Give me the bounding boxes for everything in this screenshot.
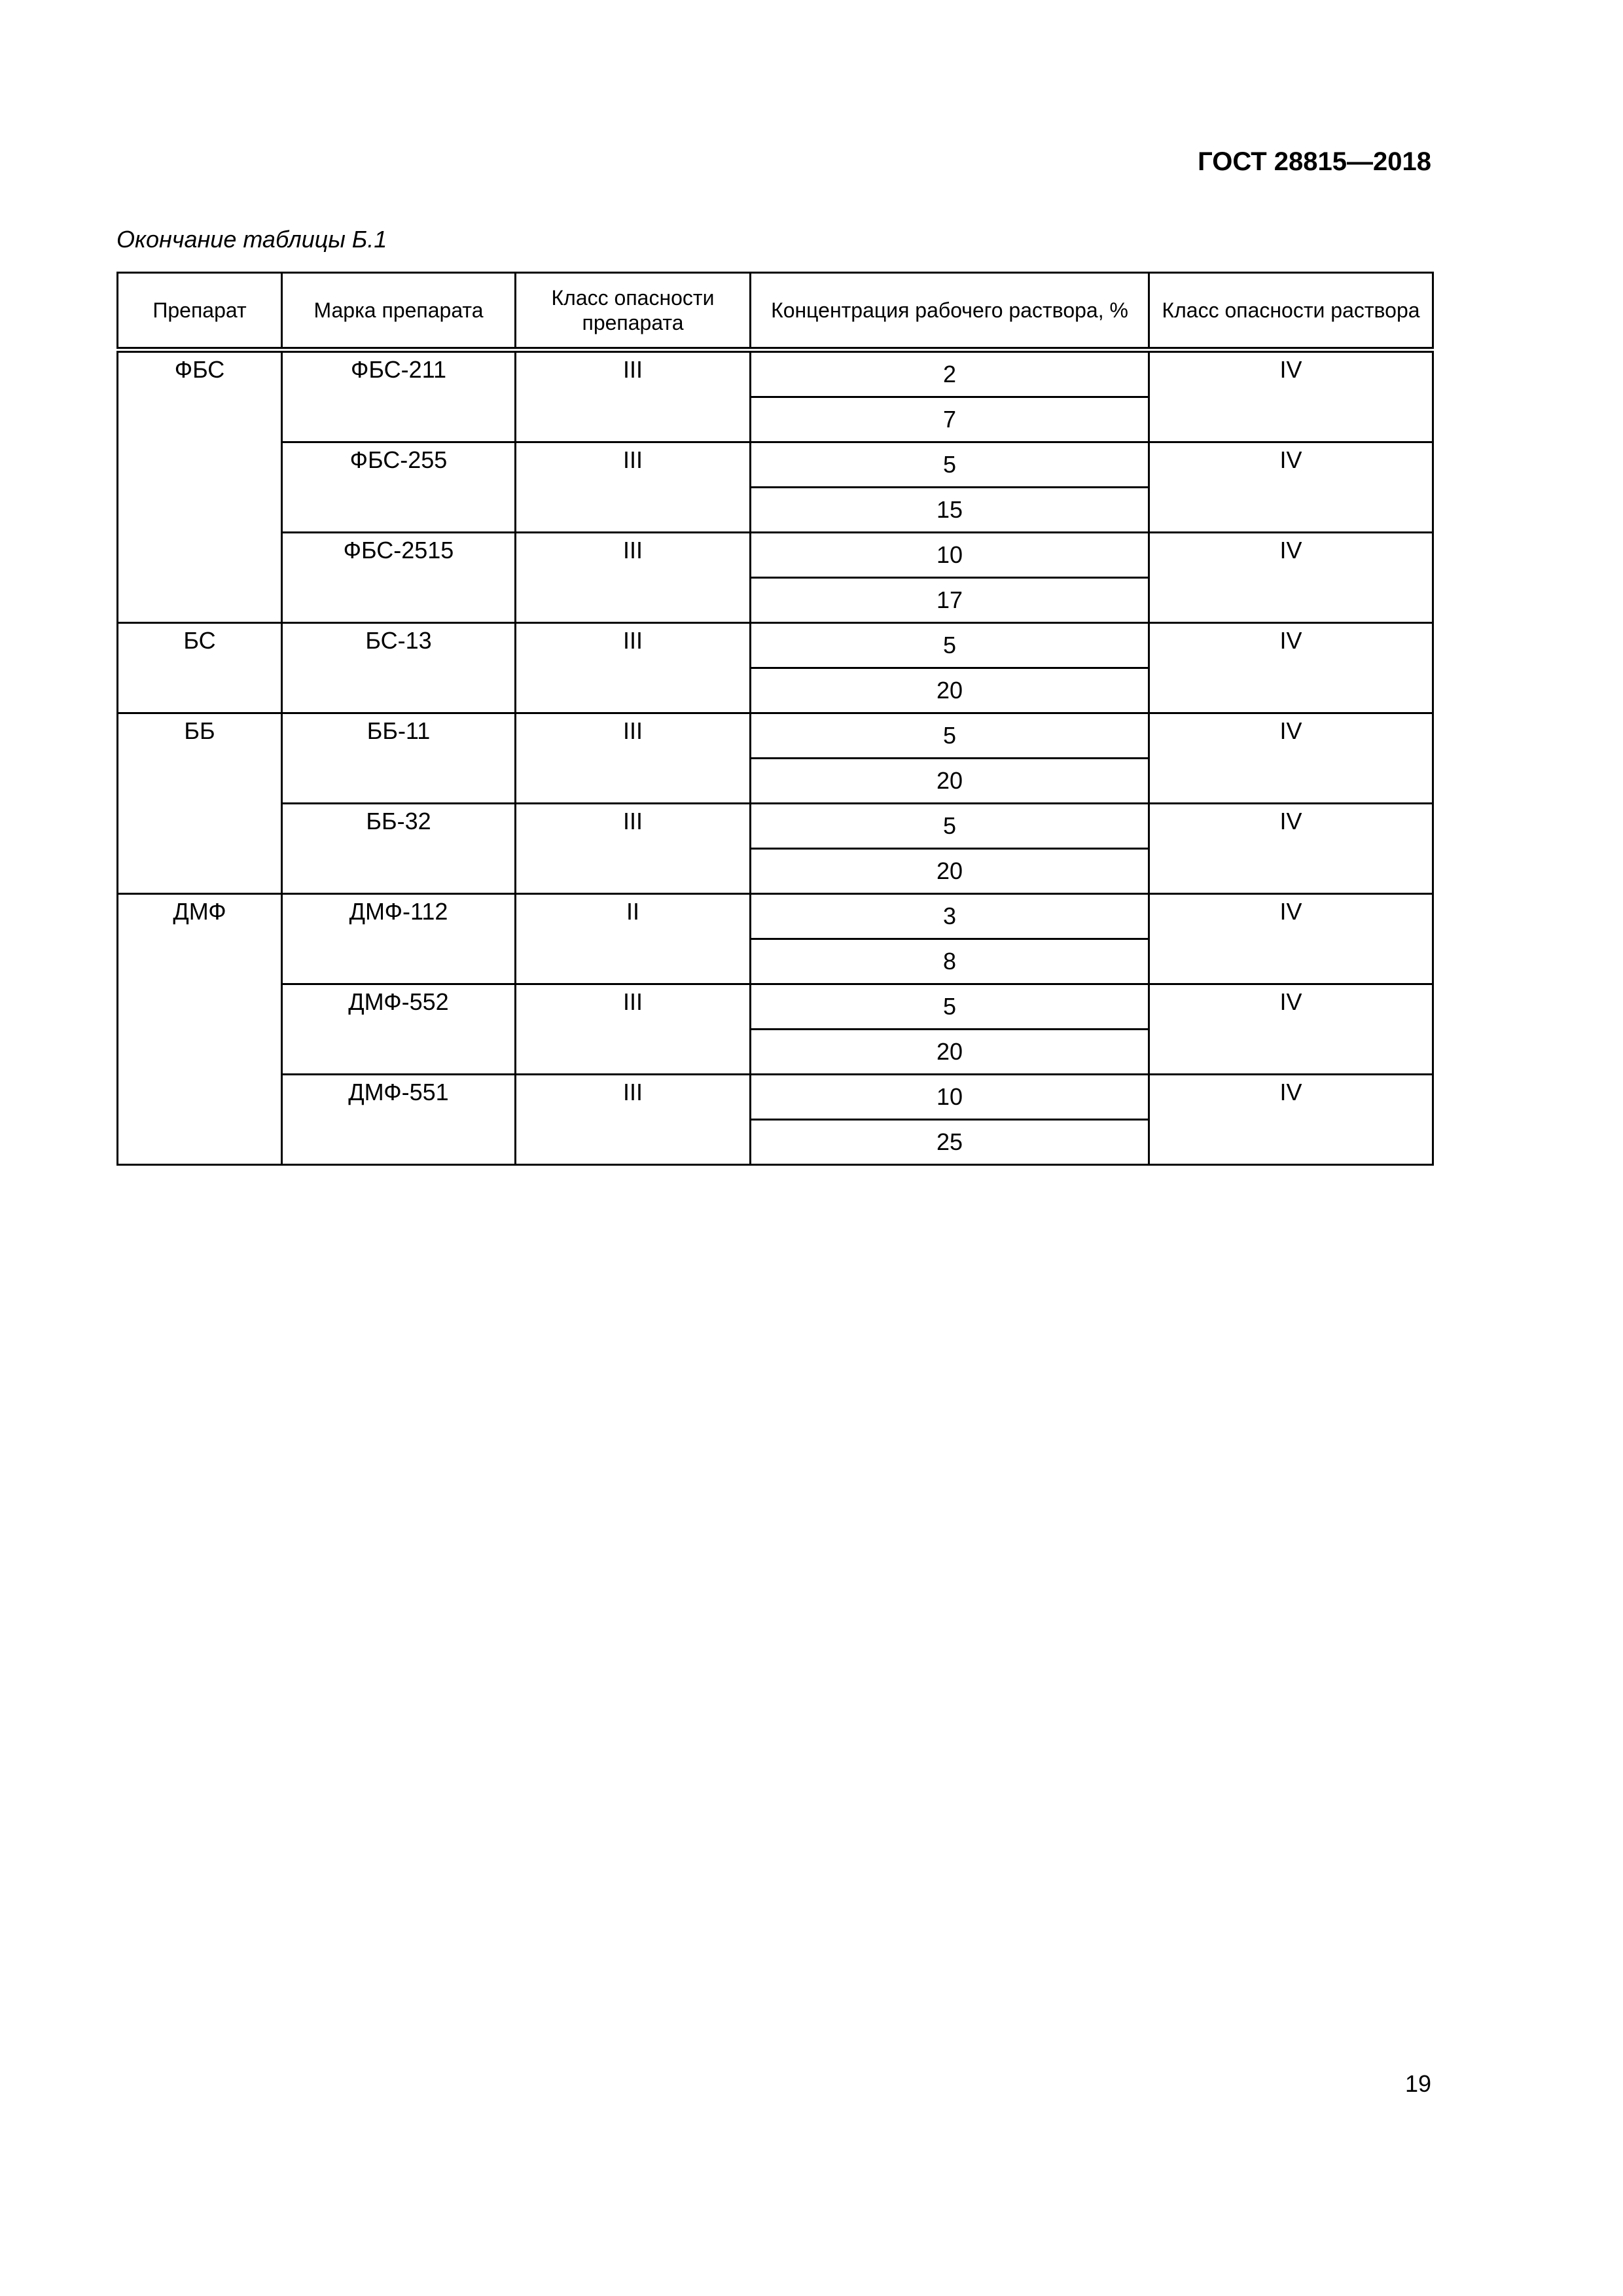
table-caption: Окончание таблицы Б.1 <box>116 226 387 253</box>
concentration-cell: 10 <box>751 533 1149 578</box>
concentration-cell: 20 <box>751 849 1149 894</box>
column-header-preparation-hazard-class: Класс опасности препарата <box>516 273 751 350</box>
concentration-cell: 5 <box>751 984 1149 1030</box>
preparation-cell: ФБС <box>118 350 282 623</box>
preparation-cell: ББ <box>118 713 282 894</box>
solution-hazard-class-cell: IV <box>1149 713 1433 804</box>
concentration-cell: 5 <box>751 804 1149 849</box>
preparation-hazard-class-cell: III <box>516 623 751 713</box>
concentration-cell: 25 <box>751 1120 1149 1165</box>
preparation-hazard-class-cell: III <box>516 984 751 1075</box>
brand-cell: ФБС-211 <box>282 350 516 442</box>
table-row <box>118 533 1433 578</box>
document-code: ГОСТ 28815—2018 <box>1198 147 1431 176</box>
preparation-hazard-class-cell: III <box>516 442 751 533</box>
table-row <box>118 623 1433 668</box>
preparation-hazard-class-cell: III <box>516 713 751 804</box>
brand-cell: ФБС-2515 <box>282 533 516 623</box>
concentration-cell: 20 <box>751 668 1149 713</box>
preparation-hazard-class-cell: III <box>516 533 751 623</box>
concentration-cell: 10 <box>751 1075 1149 1120</box>
solution-hazard-class-cell: IV <box>1149 350 1433 442</box>
table-row <box>118 804 1433 849</box>
concentration-cell: 2 <box>751 350 1149 397</box>
brand-cell: БС-13 <box>282 623 516 713</box>
brand-cell: ББ-32 <box>282 804 516 894</box>
brand-cell: ДМФ-112 <box>282 894 516 984</box>
column-header-preparation: Препарат <box>118 273 282 350</box>
page-number: 19 <box>1404 2070 1431 2097</box>
table-row <box>118 1075 1433 1120</box>
preparation-cell: ДМФ <box>118 894 282 1165</box>
concentration-cell: 8 <box>751 939 1149 984</box>
concentration-cell: 7 <box>751 397 1149 442</box>
solution-hazard-class-cell: IV <box>1149 984 1433 1075</box>
preparation-hazard-class-cell: II <box>516 894 751 984</box>
concentration-cell: 3 <box>751 894 1149 939</box>
brand-cell: ДМФ-552 <box>282 984 516 1075</box>
table-row <box>118 894 1433 939</box>
hazard-class-table <box>116 272 1434 1166</box>
concentration-cell: 5 <box>751 442 1149 488</box>
table-header-row <box>118 273 1433 350</box>
brand-cell: ФБС-255 <box>282 442 516 533</box>
solution-hazard-class-cell: IV <box>1149 804 1433 894</box>
solution-hazard-class-cell: IV <box>1149 1075 1433 1165</box>
solution-hazard-class-cell: IV <box>1149 442 1433 533</box>
table-row <box>118 350 1433 397</box>
table-body <box>118 350 1433 1165</box>
concentration-cell: 20 <box>751 759 1149 804</box>
concentration-cell: 5 <box>751 623 1149 668</box>
column-header-solution-hazard-class: Класс опасности раствора <box>1149 273 1433 350</box>
table-row <box>118 713 1433 759</box>
concentration-cell: 17 <box>751 578 1149 623</box>
preparation-hazard-class-cell: III <box>516 804 751 894</box>
preparation-hazard-class-cell: III <box>516 1075 751 1165</box>
solution-hazard-class-cell: IV <box>1149 533 1433 623</box>
solution-hazard-class-cell: IV <box>1149 623 1433 713</box>
column-header-brand: Марка препарата <box>282 273 516 350</box>
solution-hazard-class-cell: IV <box>1149 894 1433 984</box>
brand-cell: ББ-11 <box>282 713 516 804</box>
concentration-cell: 15 <box>751 488 1149 533</box>
brand-cell: ДМФ-551 <box>282 1075 516 1165</box>
table-row <box>118 442 1433 488</box>
column-header-working-solution-concentration: Концентрация рабочего раствора, % <box>751 273 1149 350</box>
concentration-cell: 20 <box>751 1030 1149 1075</box>
table-row <box>118 984 1433 1030</box>
preparation-hazard-class-cell: III <box>516 350 751 442</box>
concentration-cell: 5 <box>751 713 1149 759</box>
preparation-cell: БС <box>118 623 282 713</box>
